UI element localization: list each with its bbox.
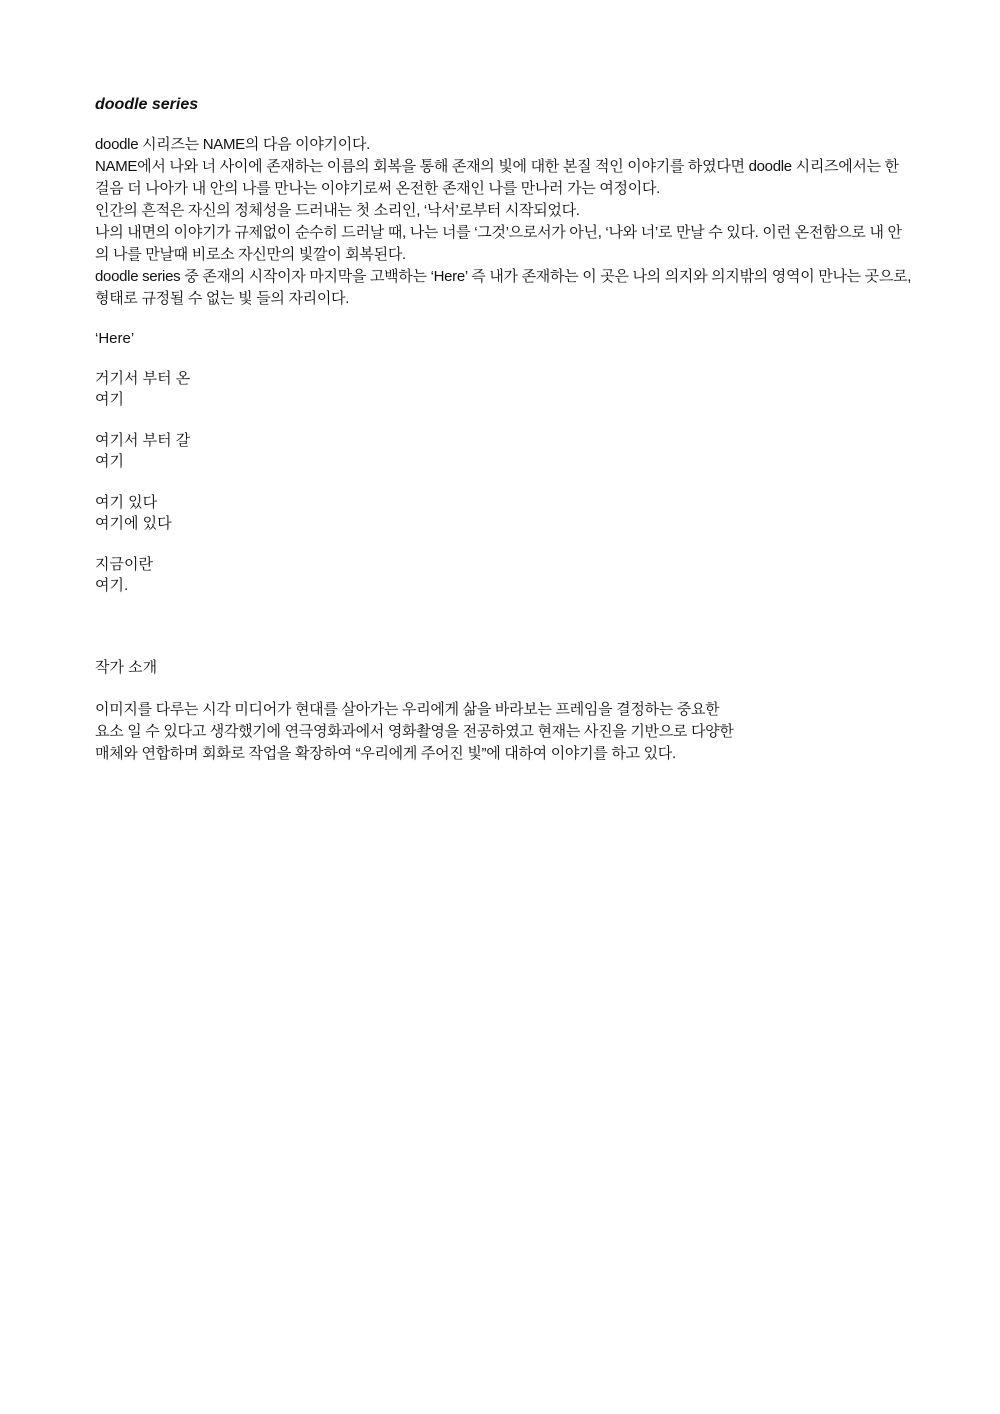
intro-paragraph: doodle 시리즈는 NAME의 다음 이야기이다. (95, 136, 371, 153)
about-line: 매체와 연합하며 회화로 작업을 확장하여 “우리에게 주어진 빛”에 대하여 이야기를 하고 있다. (95, 745, 676, 762)
poem-line: 거기서 부터 온 (95, 370, 191, 387)
about-line: 요소 일 수 있다고 생각했기에 연극영화과에서 영화촬영을 전공하였고 현재는 사진을 기반으로 다양한 (95, 723, 734, 740)
poem-line: 여기서 부터 갈 (95, 432, 191, 449)
poem-line: 지금이란 (95, 556, 153, 573)
about-line: 이미지를 다루는 시각 미디어가 현대를 살아가는 우리에게 삶을 바라보는 프레임을 결정하는 중요한 (95, 701, 720, 718)
poem-line: 여기 있다 (95, 494, 158, 511)
about-text (95, 699, 815, 765)
intro-paragraph: 인간의 흔적은 자신의 정체성을 드러내는 첫 소리인, ‘낙서’로부터 시작되었다. (95, 202, 580, 219)
poem-line: 여기 (95, 453, 124, 470)
document-title: doodle series (95, 96, 199, 113)
intro-text (95, 134, 915, 310)
about-heading: 작가 소개 (95, 659, 158, 676)
poem-title: ‘Here’ (95, 330, 135, 347)
intro-paragraph: NAME에서 나와 너 사이에 존재하는 이름의 회복을 통해 존재의 빛에 대한 본질 적인 이야기를 하였다면 doodle 시리즈에서는 한 걸음 더 나아가 내 안의 나를 만나는 이야기로써 온전한 존재인 나를 만나러 가는 여정이다. (95, 158, 899, 197)
poem-line: 여기 (95, 391, 124, 408)
poem-line: 여기. (95, 577, 129, 594)
intro-paragraph: doodle series 중 존재의 시작이자 마지막을 고백하는 ‘Here’ 즉 내가 존재하는 이 곳은 나의 의지와 의지밖의 영역이 만나는 곳으로, 형태로 규정될 수 없는 빛 들의 자리이다. (95, 268, 912, 307)
poem-stanza (95, 554, 153, 596)
poem-stanza (95, 368, 190, 410)
poem-stanza (95, 492, 172, 534)
poem-stanza (95, 430, 190, 472)
intro-paragraph: 나의 내면의 이야기가 규제없이 순수히 드러날 때, 나는 너를 ‘그것’으로서가 아닌, ‘나와 너’로 만날 수 있다. 이런 온전함으로 내 안의 나를 만날때 비로소 자신만의 빛깔이 회복된다. (95, 224, 902, 263)
poem-line: 여기에 있다 (95, 515, 172, 532)
